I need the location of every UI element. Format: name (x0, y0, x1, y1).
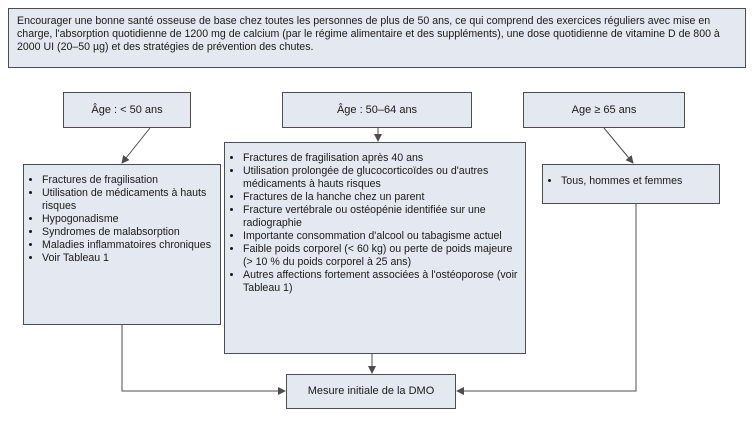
age-label-under-50: Âge : < 50 ans (91, 104, 163, 116)
arrow-list3-to-outcome (457, 204, 636, 391)
criteria-item: • Utilisation de médicaments à hauts risques (42, 187, 214, 213)
arrow-list1-to-outcome (122, 325, 285, 391)
age-label-50-64: Âge : 50–64 ans (336, 104, 418, 116)
arrow-age3-to-list3 (604, 128, 633, 163)
criteria-item: • Autres affections fortement associées à l'ostéoporose (voir Tableau 1) (243, 269, 519, 295)
criteria-item: • Maladies inflammatoires chroniques (42, 239, 214, 252)
age-label-65-plus: Age ≥ 65 ans (571, 104, 637, 116)
criteria-item: • Syndromes de malabsorption (42, 226, 214, 239)
arrow-age1-to-list1 (122, 128, 150, 163)
criteria-item: • Utilisation prolongée de glucocorticoïdes ou d'autres médicaments à hauts risques (243, 165, 519, 191)
criteria-item: • Hypogonadisme (42, 213, 214, 226)
criteria-item: • Fractures de la hanche chez un parent (243, 191, 519, 204)
criteria-item: • Fracture vertébrale ou ostéopénie identifiée sur une radiographie (243, 204, 519, 230)
criteria-item: • Importante consommation d'alcool ou tabagisme actuel (243, 230, 519, 243)
criteria-item: • Fractures de fragilisation (42, 174, 214, 187)
intro-text: Encourager une bonne santé osseuse de base chez toutes les personnes de plus de 50 ans, ce qui comprend des exercices réguliers avec mise en charge, l'absorption quotidienne de 1200 mg de calcium (par le régime alimentaire et des suppléments), une dose quotidienne de vitamine D de 800 à 2000 UI (20–50 µg) et des stratégies de prévention des chutes. (17, 15, 720, 53)
criteria-item: • Fractures de fragilisation après 40 ans (243, 152, 519, 165)
criteria-item: • Tous, hommes et femmes (561, 175, 713, 188)
outcome-label: Mesure initiale de la DMO (307, 385, 435, 397)
criteria-item: • Faible poids corporel (< 60 kg) ou perte de poids majeure (> 10 % du poids corporel à 25 ans) (243, 243, 519, 269)
criteria-item: • Voir Tableau 1 (42, 252, 214, 265)
